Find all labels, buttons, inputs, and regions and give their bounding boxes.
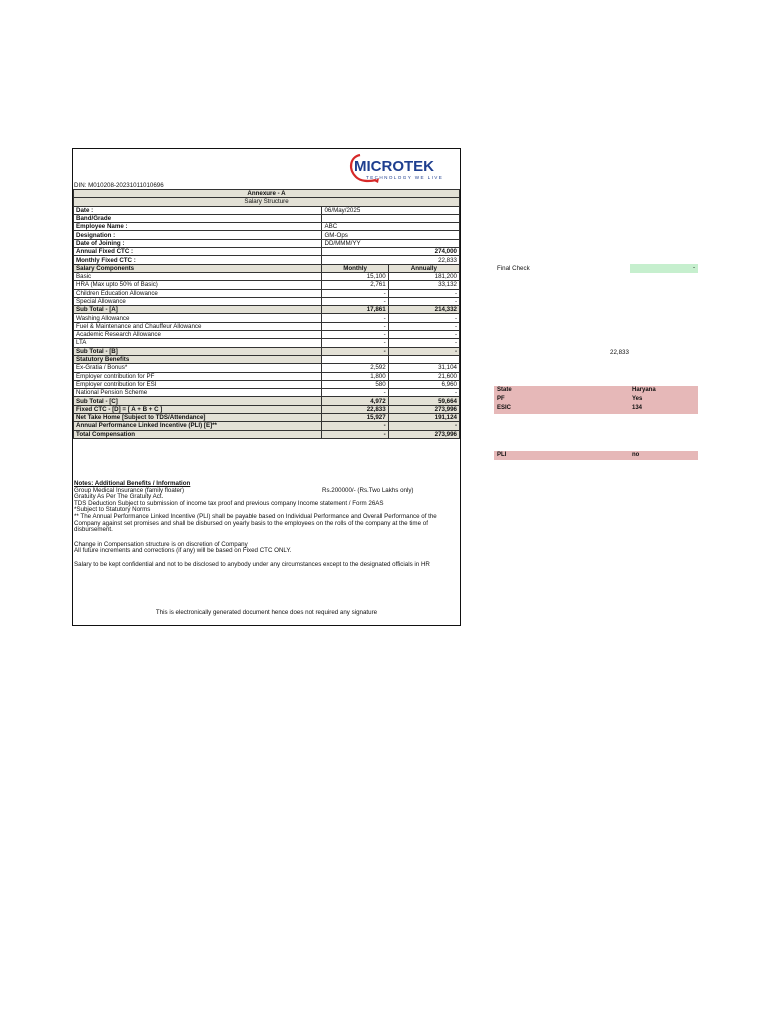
table-row: Academic Research Allowance - - bbox=[74, 331, 460, 339]
notes-section bbox=[74, 481, 460, 569]
medical-note: Group Medical Insurance (family floater) Rs.200000/- (Rs.Two Lakhs only) bbox=[74, 486, 414, 494]
table-row: Children Education Allowance - - bbox=[74, 289, 460, 297]
footer-disclaimer: This is electronically generated document hence does not required any signature bbox=[155, 609, 378, 616]
table-row: Ex-Gratia / Bonus* 2,592 31,104 bbox=[74, 364, 460, 372]
info-row-band: Band/Grade bbox=[74, 214, 460, 222]
pli-row: Annual Performance Linked Incentive (PLI) [E]** - - bbox=[74, 422, 460, 430]
gratuity-note: Gratuity As Per The Gratuity Act. bbox=[74, 493, 164, 501]
net-take-home-row: Net Take Home [Subject to TDS/Attendance] 15,927 191,124 bbox=[74, 414, 460, 422]
final-check-value: - bbox=[630, 264, 698, 273]
microtek-logo bbox=[346, 151, 456, 183]
components-header-row: Salary Components Monthly Annually bbox=[74, 264, 460, 272]
salary-annexure-sheet bbox=[72, 148, 461, 626]
final-check-label: Final Check bbox=[497, 265, 530, 272]
din-number: DIN: M010208-20231011010696 bbox=[74, 182, 164, 189]
table-row: Employer contribution for ESI 580 6,960 bbox=[74, 380, 460, 388]
table-row: HRA (Max upto 50% of Basic) 2,761 33,132 bbox=[74, 281, 460, 289]
svg-text:TECHNOLOGY WE LIVE: TECHNOLOGY WE LIVE bbox=[366, 175, 444, 180]
confidential-note: Salary to be kept confidential and not to be disclosed to anybody under any circumstances except to the designated officials in HR bbox=[74, 560, 430, 568]
notes-title: Notes: Additional Benefits / Information bbox=[74, 480, 191, 487]
change-note: Change in Compensation structure is on discretion of Company bbox=[74, 540, 248, 548]
monthly-ctc-row: Monthly Fixed CTC : 22,833 bbox=[74, 256, 460, 264]
statutory-note: *Subject to Statutory Norms bbox=[74, 506, 151, 514]
table-row: Fuel & Maintenance and Chauffeur Allowance - - bbox=[74, 322, 460, 330]
esic-row: ESIC 134 bbox=[494, 404, 698, 414]
annual-ctc-row: Annual Fixed CTC : 274,000 bbox=[74, 248, 460, 256]
tds-note: TDS Deduction Subject to submission of income tax proof and previous company Income statement / Form 26AS bbox=[74, 499, 384, 507]
table-row: Employer contribution for PF 1,800 21,600 bbox=[74, 372, 460, 380]
fixed-ctc-row: Fixed CTC - [D] = [ A + B + C ] 22,833 273,996 bbox=[74, 405, 460, 413]
statutory-header-row: Statutory Benefits bbox=[74, 355, 460, 363]
info-row-designation: Designation : GM-Ops bbox=[74, 231, 460, 239]
table-row: Washing Allowance - - bbox=[74, 314, 460, 322]
subtotal-c-row: Sub Total - [C] 4,972 59,664 bbox=[74, 397, 460, 405]
salary-table bbox=[73, 189, 460, 439]
info-row-employee: Employee Name : ABC bbox=[74, 223, 460, 231]
info-row-doj: Date of Joining : DD/MMM/YY bbox=[74, 239, 460, 247]
table-row: National Pension Scheme - - bbox=[74, 389, 460, 397]
table-row: Special Allowance - - bbox=[74, 297, 460, 305]
table-row: Basic 15,100 181,200 bbox=[74, 272, 460, 280]
subtotal-a-row: Sub Total - [A] 17,861 214,332 bbox=[74, 306, 460, 314]
pf-row: PF Yes bbox=[494, 395, 698, 404]
table-row: LTA - - bbox=[74, 339, 460, 347]
future-note: All future increments and corrections (if any) will be based on Fixed CTC ONLY. bbox=[74, 547, 292, 555]
state-row: State Haryana bbox=[494, 386, 698, 395]
annexure-title: Annexure - A bbox=[74, 190, 460, 198]
monthly-reference-value: 22,833 bbox=[610, 349, 629, 356]
pli-flag-row: PLI no bbox=[494, 451, 698, 460]
pli-note: ** The Annual Performance Linked Incentive (PLI) shall be payable based on Individual Performance and Overall Performance of the Company against set promises and shall be disbursed on yearly basis to the employees on the rolls of the company at the time of disbursement. bbox=[74, 512, 437, 534]
subtotal-b-row: Sub Total - [B] - - bbox=[74, 347, 460, 355]
info-row-date: Date : 06/May/2025 bbox=[74, 206, 460, 214]
total-compensation-row: Total Compensation - 273,996 bbox=[74, 430, 460, 438]
svg-text:MICROTEK: MICROTEK bbox=[354, 158, 434, 175]
structure-title: Salary Structure bbox=[74, 198, 460, 206]
